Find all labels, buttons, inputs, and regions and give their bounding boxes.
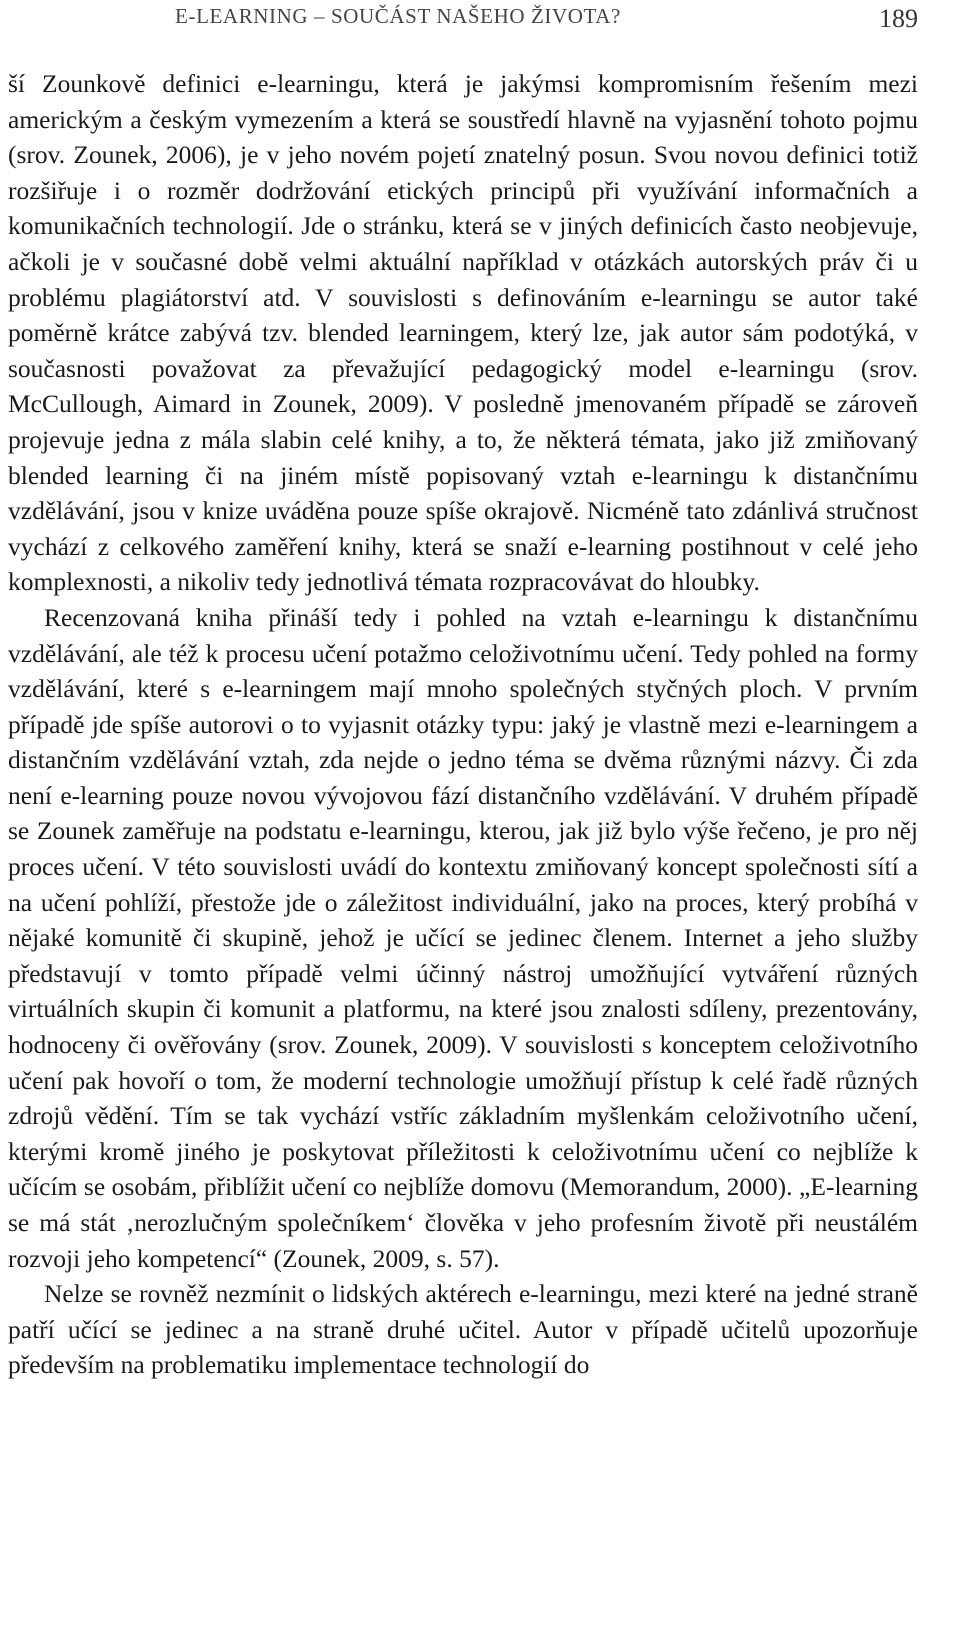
running-header [8,4,918,42]
paragraph-3: Nelze se rovněž nezmínit o lidských aktérech e-learningu, mezi které na jedné straně patří učící se jedinec a na straně druhé učitel. Autor v případě učitelů upozorňuje především na problematiku implementace technologií do [8,1279,918,1380]
running-title: E-LEARNING – SOUČÁST NAŠEHO ŽIVOTA? [175,4,621,28]
paragraph-1: ší Zounkově definici e-learningu, která je jakýmsi kompromisním řešením mezi americkým a českým vymezením a která se soustředí hlavně na vyjasnění tohoto pojmu (srov. Zounek, 2006), je v jeho novém pojetí znatelný posun. Svou novou definici totiž rozšiřuje i o rozměr dodržování etických principů při využívání informačních a komunikačních technologií. Jde o stránku, která se v jiných definicích často neobjevuje, ačkoli je v současné době velmi aktuální například v otázkách autorských práv či u problému plagiátorství atd. V souvislosti s definováním e-learningu se autor také poměrně krátce zabývá tzv. blended learningem, který lze, jak autor sám podotýká, v současnosti považovat za převažující pedagogický model e-learningu (srov. McCullough, Aimard in Zounek, 2009). V posledně jmenovaném případě se zároveň projevuje jedna z mála slabin celé knihy, a to, že některá témata, jako již zmiňovaný blended learning či na jiném místě popisovaný vztah e-learningu k distančnímu vzdělávání, jsou v knize uváděna pouze spíše okrajově. Nicméně tato zdánlivá stručnost vychází z celkového zaměření knihy, která se snaží e-learning postihnout v celé jeho komplexnosti, a nikoliv tedy jednotlivá témata rozpracovávat do hloubky. [8,69,918,597]
body-text [8,66,918,1383]
paragraph-2: Recenzovaná kniha přináší tedy i pohled na vztah e-learningu k distančnímu vzdělávání, ale též k procesu učení potažmo celoživotnímu učení. Tedy pohled na formy vzdělávání, které s e-learningem mají mnoho společných styčných ploch. V prvním případě jde spíše autorovi o to vyjasnit otázky typu: jaký je vlastně mezi e-learningem a distančním vzdělávání vztah, zda nejde o jedno téma se dvěma různými názvy. Či zda není e-learning pouze novou vývojovou fází distančního vzdělávání. V druhém případě se Zounek zaměřuje na podstatu e-learningu, kterou, jak již bylo výše řečeno, je pro něj proces učení. V této souvislosti uvádí do kontextu zmiňovaný koncept společnosti sítí a na učení pohlíží, přestože jde o záležitost individuální, jako na proces, který probíhá v nějaké komunitě či skupině, jehož je učící se jedinec členem. Internet a jeho služby představují v tomto případě velmi účinný nástroj umožňující vytváření různých virtuálních skupin či komunit a platformu, na které jsou znalosti sdíleny, prezentovány, hodnoceny či ověřovány (srov. Zounek, 2009). V souvislosti s konceptem celoživotního učení pak hovoří o tom, že moderní technologie umožňují přístup k celé řadě různých zdrojů vědění. Tím se tak vychází vstříc základním myšlenkám celoživotního učení, kterými kromě jiného je poskytovat příležitosti k celoživotnímu učení co nejblíže k učícím se osobám, přiblížit učení co nejblíže domovu (Memorandum, 2000). „E-learning se má stát ‚nerozlučným společníkem‘ člověka v jeho profesním životě při neustálém rozvoji jeho kompetencí“ (Zounek, 2009, s. 57). [8,602,918,1273]
page-number: 189 [879,4,918,33]
